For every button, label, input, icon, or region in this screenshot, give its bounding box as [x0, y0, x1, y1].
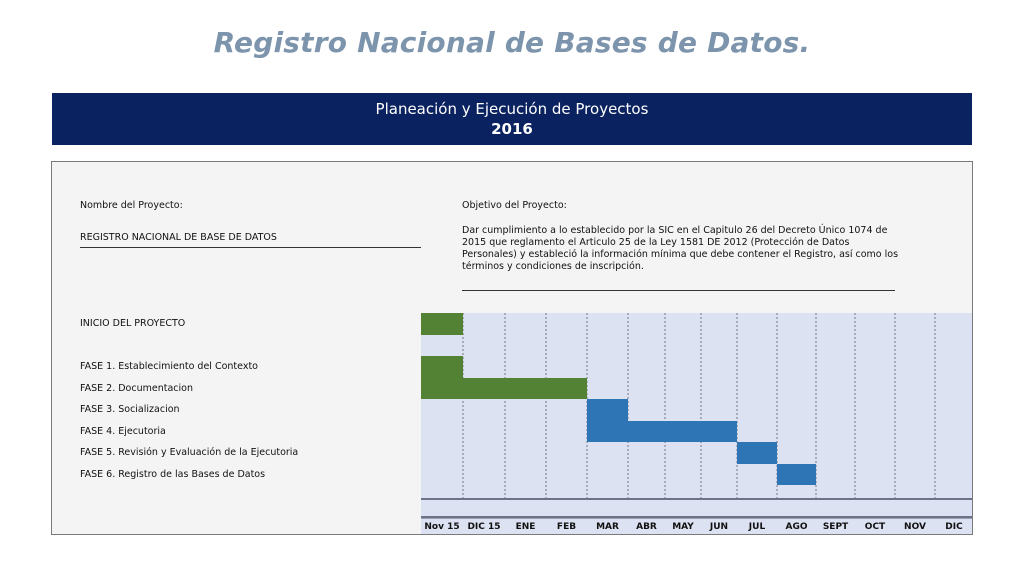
grid-separator [421, 498, 973, 500]
month-label: AGO [785, 522, 808, 532]
gantt-bar [421, 378, 587, 400]
objective-label: Objetivo del Proyecto: [462, 200, 567, 211]
banner-year: 2016 [491, 120, 533, 138]
gantt-bar [421, 313, 463, 335]
gantt-bar [737, 442, 777, 464]
gantt-bar [587, 399, 628, 421]
task-label: FASE 3. Socializacion [80, 404, 180, 415]
task-label: INICIO DEL PROYECTO [80, 318, 186, 329]
gantt-bar [777, 464, 816, 486]
month-axis [421, 518, 973, 535]
month-label: JUN [709, 522, 729, 532]
objective-underline [462, 290, 895, 291]
month-label: MAR [596, 522, 619, 532]
month-label: NOV [904, 522, 926, 532]
task-label: FASE 4. Ejecutoria [80, 425, 166, 437]
month-label: FEB [556, 522, 577, 532]
month-label: ENE [515, 522, 536, 532]
project-sheet [51, 161, 973, 535]
month-label: JUL [748, 522, 766, 532]
project-name-underline [80, 247, 421, 248]
gantt-grid [421, 313, 973, 535]
header-banner [52, 93, 972, 145]
page-title: Registro Nacional de Bases de Datos. [213, 26, 811, 59]
task-label: FASE 1. Establecimiento del Contexto [80, 361, 258, 372]
month-label: DIC [945, 522, 963, 532]
month-label: OCT [864, 522, 886, 532]
task-label: FASE 6. Registro de las Bases de Datos [80, 468, 266, 480]
month-label: DIC 15 [467, 522, 501, 532]
month-label: SEPT [822, 522, 849, 532]
task-label: FASE 5. Revisión y Evaluación de la Ejecutoria [80, 447, 299, 458]
project-name-label: Nombre del Proyecto: [80, 200, 183, 211]
objective-text: Dar cumplimiento a lo establecido por la SIC en el Capitulo 26 del Decreto Único 1074 de 2015 que reglamento el Articulo 25 de la Ley 1581 DE 2012 (Protección de Datos Personales) y estableció la información mínima que debe contener el Registro, así como los términos y condiciones de inscripción. [462, 225, 899, 272]
task-label: FASE 2. Documentacion [80, 382, 193, 394]
banner-subtitle: Planeación y Ejecución de Proyectos [375, 100, 649, 118]
gantt-bar [421, 356, 463, 378]
gantt-bar [587, 421, 737, 443]
month-label: Nov 15 [424, 522, 460, 532]
month-label: MAY [672, 522, 694, 532]
month-label: ABR [636, 522, 657, 532]
project-name-value: REGISTRO NACIONAL DE BASE DE DATOS [80, 232, 277, 243]
